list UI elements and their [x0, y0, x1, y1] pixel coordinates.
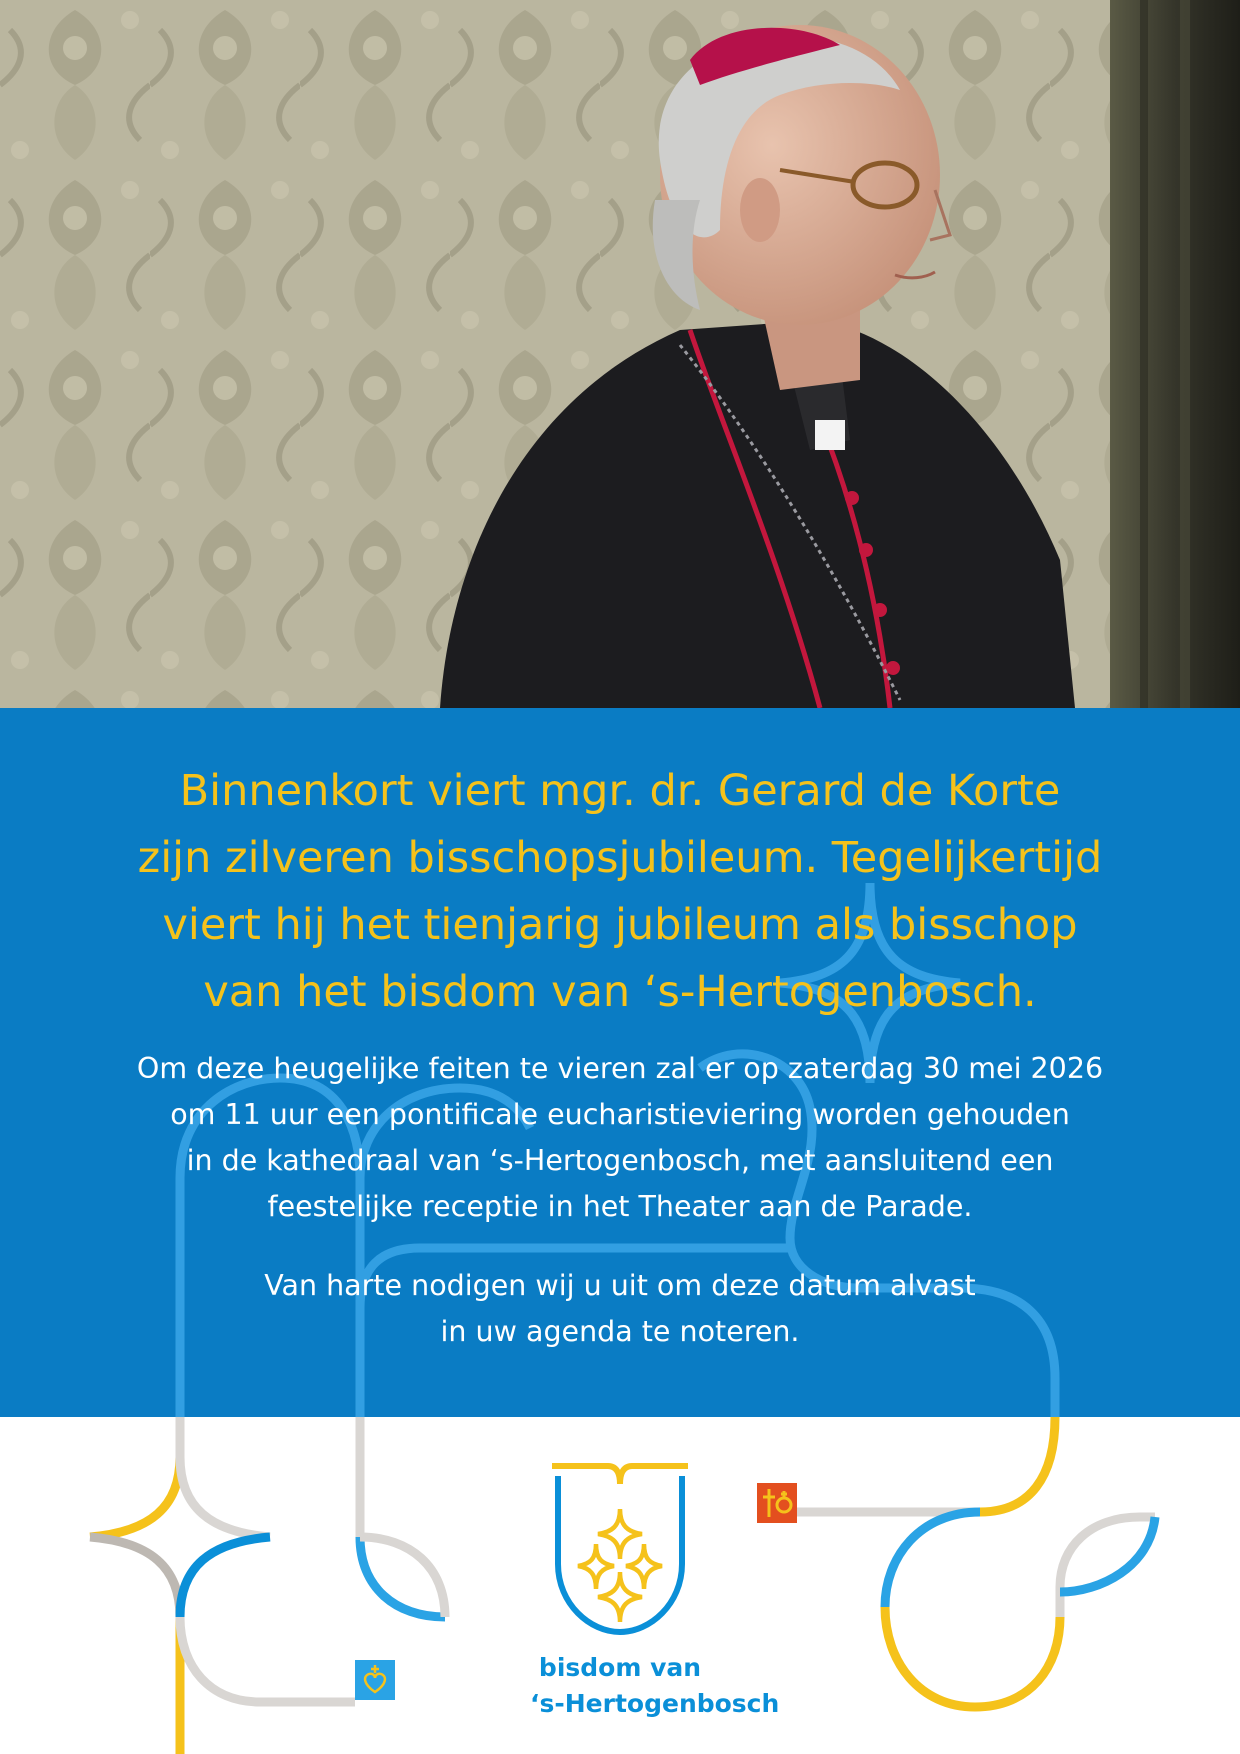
footer: [0, 1417, 1240, 1754]
body-line: om 11 uur een pontificale eucharistieviering worden gehouden: [170, 1098, 1070, 1131]
headline-line: zijn zilveren bisschopsjubileum. Tegelijkertijd: [137, 833, 1103, 883]
logo-line: ‘s-Hertogenbosch: [530, 1689, 780, 1718]
headline-line: viert hij het tienjarig jubileum als bisschop: [162, 900, 1078, 950]
diocese-shield-icon: [530, 1454, 710, 1644]
invite-line: Van harte nodigen wij u uit om deze datum alvast: [264, 1269, 976, 1302]
heart-cross-icon: [355, 1660, 395, 1700]
cross-emblem-icon: [757, 1483, 797, 1523]
invitation-text: [60, 1263, 1180, 1355]
invite-line: in uw agenda te noteren.: [440, 1315, 800, 1348]
bishop-portrait-illustration: [0, 0, 1240, 708]
announcement-band: [0, 708, 1240, 1417]
hero-photo: [0, 0, 1240, 708]
body-line: feestelijke receptie in het Theater aan de Parade.: [267, 1190, 973, 1223]
diocese-logo: [530, 1454, 780, 1744]
body-line: in de kathedraal van ‘s-Hertogenbosch, met aansluitend een: [186, 1144, 1054, 1177]
event-details: [60, 1046, 1180, 1230]
headline-line: van het bisdom van ‘s-Hertogenbosch.: [203, 967, 1037, 1017]
diocese-name: [530, 1650, 780, 1722]
body-line: Om deze heugelijke feiten te vieren zal er op zaterdag 30 mei 2026: [136, 1052, 1104, 1085]
headline-line: Binnenkort viert mgr. dr. Gerard de Korte: [179, 766, 1061, 816]
headline: [60, 758, 1180, 1026]
logo-line: bisdom van: [538, 1653, 702, 1682]
